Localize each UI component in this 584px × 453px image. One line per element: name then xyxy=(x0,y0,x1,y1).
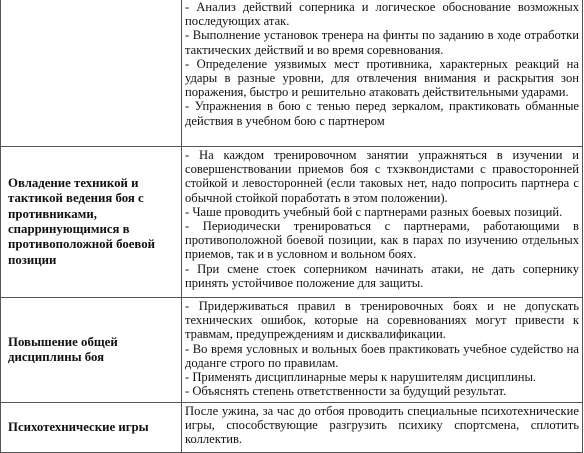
table-row xyxy=(1,0,583,147)
row-label xyxy=(1,0,182,147)
list-item: После ужина, за час до отбоя проводить специальные психотехнические игры, способствующие разгрузить психику спортсмена, сплотить коллектив. xyxy=(185,404,579,447)
list-item: - Анализ действий соперника и логическое обоснование возможных последующих атак. xyxy=(185,0,579,29)
row-content xyxy=(182,403,583,453)
table-row xyxy=(1,147,583,298)
list-item: - Применять дисциплинарные меры к нарушителям дисциплины. xyxy=(185,370,537,385)
row-label: Психотехнические игры xyxy=(1,403,182,453)
list-item: - Определение уязвимых мест противника, характерных реакций на удары в разные уровни, для отвлечения внимания и раскрытия зон поражения, быстро и решительно атаковать действительными ударами. xyxy=(185,56,579,100)
row-label: Повышение общей дисциплины боя xyxy=(1,298,182,403)
table-row xyxy=(1,403,583,453)
row-content xyxy=(182,147,583,298)
list-item: - Чаше проводить учебный бой с партнерами разных боевых позиций. xyxy=(185,204,563,219)
list-item: - На каждом тренировочном занятии упражняться в изучении и совершенствовании приемов боя с тхэквондистами с правосторонней стойкой и левосторонней (если таковых нет, надо попросить партнера с обычной стойкой поработать в этом положении). xyxy=(185,148,579,205)
list-item: - Периодически тренироваться с партнерами, работающими в противоположной боевой позиции, как в парах по изучению отдельных приемов, так и в условном и вольном боях. xyxy=(185,219,579,262)
table-row xyxy=(1,298,583,403)
list-item: - Упражнения в бою с тенью перед зеркалом, практиковать обманные действия в учебном бою с партнером xyxy=(185,99,579,128)
list-item: - Придерживаться правил в тренировочных боях и не допускать технических ошибок, которые на соревнованиях могут привести к травмам, предупреждениям и дисквалификации. xyxy=(185,299,579,342)
row-content xyxy=(182,298,583,403)
row-label: Овладение техникой и тактикой ведения боя с противниками, спарринующимися в противоположной боевой позиции xyxy=(1,147,182,298)
list-item: - При смене стоек соперником начинать атаки, не дать сопернику принять устойчивое положение для защиты. xyxy=(185,261,579,290)
list-item: - Выполнение установок тренера на финты по заданию в ходе отработки тактических действий и во время соревнования. xyxy=(185,28,579,57)
list-item: - Объяснять степень ответственности за будущий результат. xyxy=(185,384,507,399)
list-item: - Во время условных и вольных боев практиковать учебное судейство на доданге строго по правилам. xyxy=(185,341,579,370)
row-content xyxy=(182,0,583,147)
